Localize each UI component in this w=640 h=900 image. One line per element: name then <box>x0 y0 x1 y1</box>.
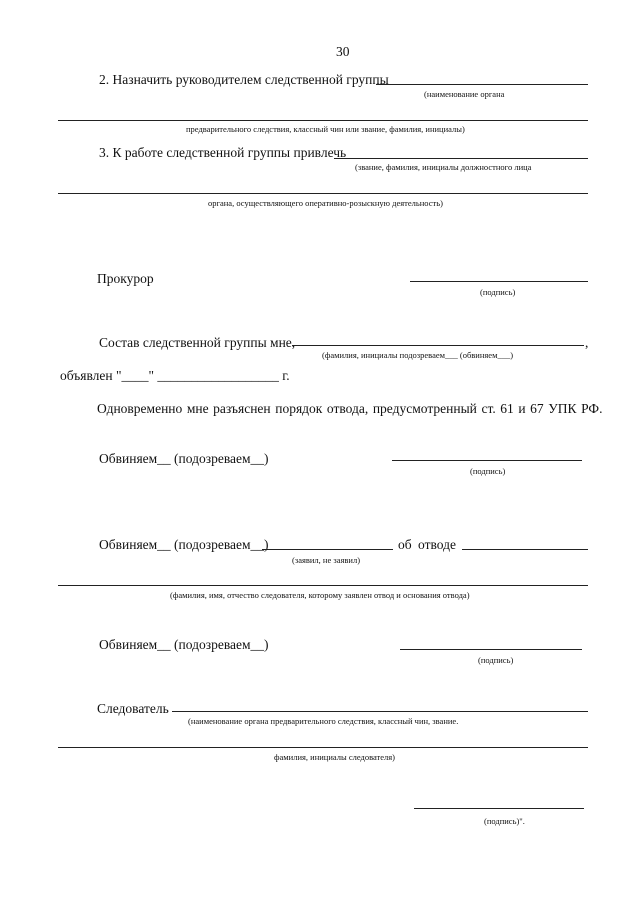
item2-fill-line-2 <box>58 120 588 121</box>
composition-comma: , <box>585 335 589 350</box>
investigator-label: Следователь <box>97 701 169 716</box>
accused-1-signature-line <box>392 460 582 461</box>
recusal-hint-2: (фамилия, имя, отчество следователя, которому заявлен отвод и основания отвода) <box>170 590 470 600</box>
item3-fill-line <box>334 158 588 159</box>
recusal-hint-1: (заявил, не заявил) <box>292 555 361 565</box>
rights-text: Одновременно мне разъяснен порядок отвода, предусмотренный ст. 61 и 67 УПК РФ. <box>97 401 603 416</box>
composition-fill-line <box>292 345 584 346</box>
prosecutor-label: Прокурор <box>97 271 154 286</box>
recusal-label: Обвиняем__ (подозреваем__) <box>99 537 269 552</box>
investigator-fill-line-2 <box>58 747 588 748</box>
prosecutor-signature-line <box>410 281 588 282</box>
page-number: 30 <box>336 44 350 59</box>
accused-2-signature-hint: (подпись) <box>478 655 514 665</box>
recusal-about-line <box>462 549 588 550</box>
investigator-hint-2: фамилия, инициалы следователя) <box>274 752 396 762</box>
item3-hint-2: органа, осуществляющего оперативно-розыскную деятельность) <box>208 198 443 208</box>
item2-hint-2: предварительного следствия, классный чин или звание, фамилия, инициалы) <box>186 124 465 134</box>
composition-hint: (фамилия, инициалы подозреваем___ (обвиняем___) <box>322 350 514 360</box>
item2-hint-1: (наименование органа <box>424 89 505 99</box>
accused-2-label: Обвиняем__ (подозреваем__) <box>99 637 269 652</box>
recusal-reason-line <box>58 585 588 586</box>
announced-date: объявлен "____" __________________ г. <box>60 368 290 383</box>
item2-text: 2. Назначить руководителем следственной группы <box>99 72 389 87</box>
investigator-signature-hint: (подпись)". <box>484 816 525 826</box>
item2-fill-line <box>376 84 588 85</box>
investigator-fill-line <box>172 711 588 712</box>
item3-text: 3. К работе следственной группы привлечь <box>99 145 347 160</box>
investigator-signature-line <box>414 808 584 809</box>
accused-1-signature-hint: (подпись) <box>470 466 506 476</box>
recusal-about: об отводе <box>398 537 456 552</box>
accused-2-signature-line <box>400 649 582 650</box>
investigator-hint-1: (наименование органа предварительного следствия, классный чин, звание. <box>188 716 459 726</box>
recusal-declared-line <box>262 549 393 550</box>
item3-fill-line-2 <box>58 193 588 194</box>
prosecutor-signature-hint: (подпись) <box>480 287 516 297</box>
accused-1-label: Обвиняем__ (подозреваем__) <box>99 451 269 466</box>
item3-hint-1: (звание, фамилия, инициалы должностного лица <box>355 162 532 172</box>
composition-text: Состав следственной группы мне, <box>99 335 296 350</box>
